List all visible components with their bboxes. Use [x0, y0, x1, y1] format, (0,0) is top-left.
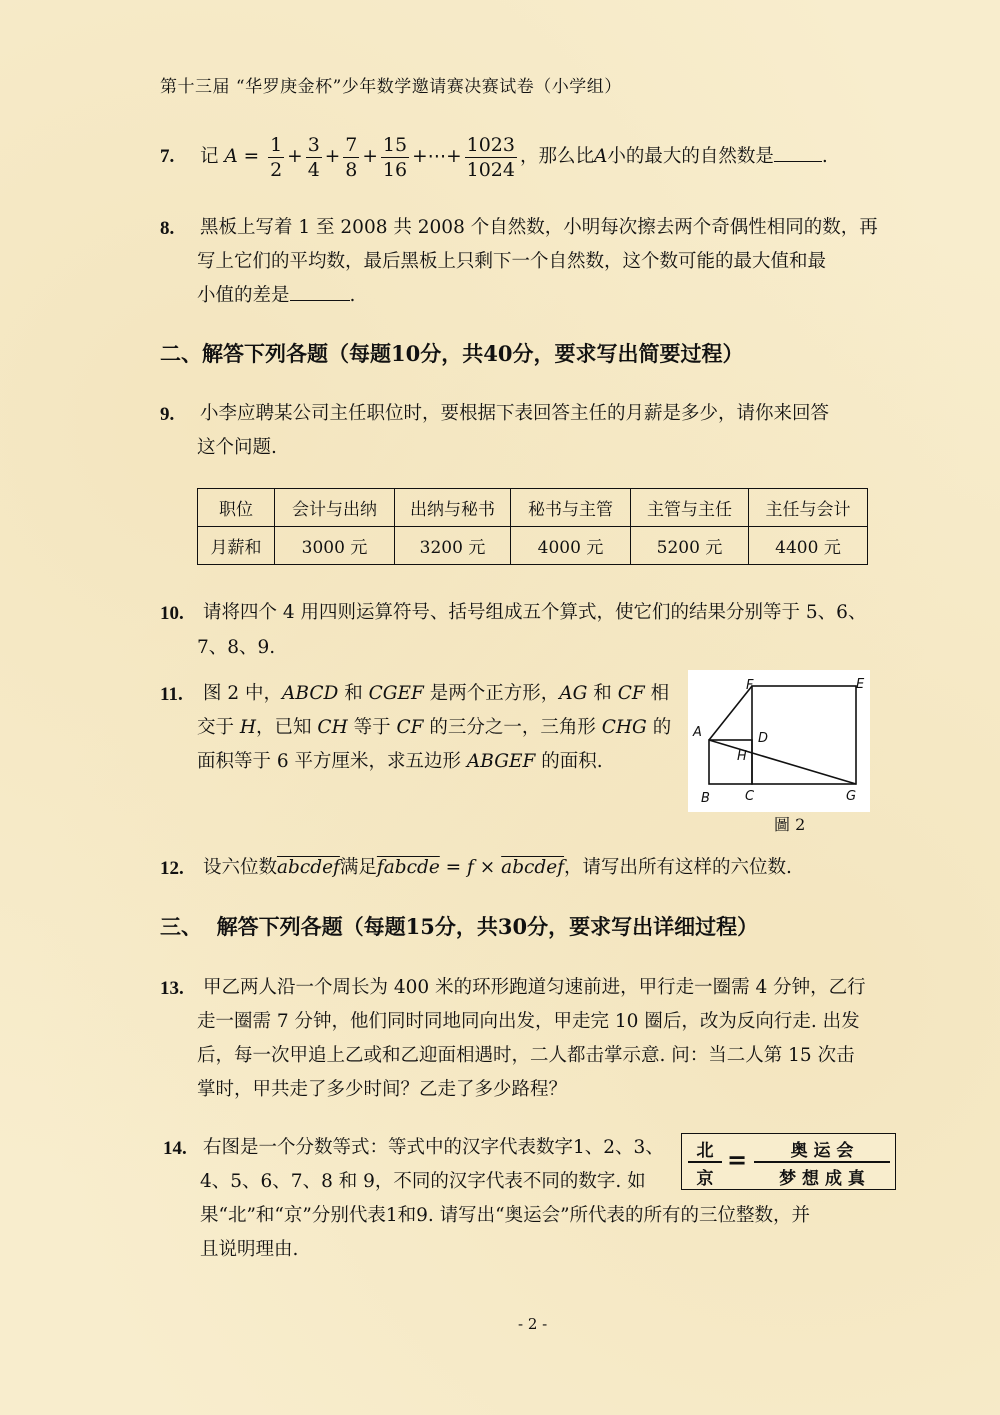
q12-abcdef: abcdef	[277, 857, 340, 878]
table-cell: 4400 元	[749, 527, 868, 565]
question-9-line-2: 这个问题.	[197, 437, 277, 458]
eq-right-numerator: 奥 运 会	[790, 1141, 854, 1161]
segment-ag	[709, 740, 856, 784]
segment-af	[709, 686, 752, 740]
q11-ch: CH	[317, 717, 348, 738]
q7-end: .	[821, 146, 828, 167]
table-cell: 3200 元	[395, 527, 511, 565]
table-header-cell: 秘书与主管	[511, 489, 631, 527]
salary-table	[197, 488, 868, 565]
q11-abgef: ABGEF	[466, 751, 536, 772]
question-8-number: 8.	[160, 218, 175, 239]
eq-left-numerator: 北	[696, 1141, 714, 1161]
q7-eq: =	[243, 146, 260, 167]
table-header-row	[198, 489, 868, 527]
q12-abcdef-2: abcdef	[501, 857, 565, 878]
eq-right-fraction-bar	[754, 1161, 890, 1163]
q7-fraction: $\frac{1}{2}$	[270, 133, 283, 181]
table-row	[198, 527, 868, 565]
label-g: G	[846, 789, 857, 804]
table-cell: 月薪和	[198, 527, 275, 565]
question-11-line-3: 面积等于 6 平方厘米，求五边形 ABGEF 的面积.	[197, 751, 603, 772]
q11-chg: CHG	[601, 717, 647, 738]
q7-var-a: A	[224, 146, 238, 167]
label-c: C	[745, 789, 755, 804]
table-header-cell: 会计与出纳	[275, 489, 395, 527]
q11-h: H	[239, 717, 257, 738]
eq-equals-sign: =	[726, 1145, 748, 1174]
q8-answer-blank	[290, 299, 350, 301]
q7-fraction: $\frac{15}{16}$	[382, 133, 408, 181]
label-f: F	[746, 678, 754, 693]
table-header-cell: 职位	[198, 489, 275, 527]
q7-answer-blank	[774, 160, 822, 162]
question-13-line-3: 后，每一次甲追上乙或和乙迎面相遇时，二人都击掌示意. 问：当二人第 15 次击	[197, 1045, 855, 1066]
question-14-number: 14.	[163, 1138, 187, 1159]
question-12-number: 12.	[160, 858, 184, 879]
table-header-cell: 出纳与秘书	[395, 489, 511, 527]
q7-pre: 记	[200, 146, 219, 167]
question-14-line-1: 右图是一个分数等式：等式中的汉字代表数字1、2、3、	[203, 1137, 664, 1158]
question-14-line-3: 果“北”和“京”分别代表1和9. 请写出“奥运会”所代表的所有的三位整数，并	[200, 1205, 811, 1226]
question-8-line-1: 黑板上写着 1 至 2008 共 2008 个自然数，小明每次擦去两个奇偶性相同的数，再	[200, 217, 878, 238]
q7-post: ，那么比	[519, 146, 594, 167]
figure-2	[688, 670, 870, 812]
table-cell: 3000 元	[275, 527, 395, 565]
page-header: 第十三届 “华罗庚金杯”少年数学邀请赛决赛试卷（小学组）	[160, 77, 622, 97]
label-e: E	[856, 677, 865, 692]
q12-fabcde: fabcde	[376, 857, 440, 878]
question-10-line-1: 请将四个 4 用四则运算符号、括号组成五个算式，使它们的结果分别等于 5、6、	[203, 602, 867, 623]
question-14-line-4: 且说明理由.	[200, 1239, 299, 1260]
q8-line3-text: 小值的差是	[197, 285, 290, 306]
q7-dots: +⋯+	[412, 146, 462, 167]
eq-left-denominator: 京	[696, 1169, 714, 1189]
question-11-line-1: 图 2 中，ABCD 和 CGEF 是两个正方形，AG 和 CF 相	[203, 683, 670, 704]
q12-f: f	[467, 857, 474, 878]
q7-post2: 小的最大的自然数是	[607, 146, 774, 167]
q11-ag: AG	[559, 683, 588, 704]
q7-plus: +	[324, 146, 341, 167]
q7-fraction: $\frac{1023}{1024}$	[466, 133, 515, 181]
label-a: A	[693, 725, 702, 740]
question-11-line-2: 交于 H，已知 CH 等于 CF 的三分之一，三角形 CHG 的	[197, 717, 672, 738]
question-11-number: 11.	[160, 684, 183, 705]
q11-cgef: CGEF	[368, 683, 424, 704]
figure-2-caption: 圖 2	[774, 815, 806, 834]
question-8-line-2: 写上它们的平均数，最后黑板上只剩下一个自然数，这个数可能的最大值和最	[197, 251, 827, 272]
label-h: H	[737, 749, 747, 764]
q11-cf-2: CF	[396, 717, 424, 738]
q11-abcd: ABCD	[282, 683, 339, 704]
q11-cf: CF	[617, 683, 645, 704]
table-cell: 5200 元	[631, 527, 749, 565]
fraction-equation-box	[681, 1133, 896, 1190]
question-14-line-2: 4、5、6、7、8 和 9，不同的汉字代表不同的数字. 如	[200, 1171, 646, 1192]
table-header-cell: 主任与会计	[749, 489, 868, 527]
question-7-number: 7.	[160, 146, 175, 167]
section-3-title: 三、 解答下列各题（每题15分，共30分，要求写出详细过程）	[160, 914, 759, 939]
question-10-line-2: 7、8、9.	[197, 637, 276, 658]
label-b: B	[701, 791, 710, 806]
label-d: D	[758, 731, 769, 746]
question-8-line-3	[197, 279, 355, 313]
page-number: - 2 -	[518, 1315, 548, 1333]
eq-right-denominator: 梦 想 成 真	[779, 1169, 865, 1189]
question-13-line-4: 掌时，甲共走了多少时间？乙走了多少路程？	[197, 1079, 568, 1100]
section-2-title: 二、解答下列各题（每题10分，共40分，要求写出简要过程）	[160, 341, 744, 366]
question-9-number: 9.	[160, 404, 175, 425]
question-13-number: 13.	[160, 978, 184, 999]
figure-2-diagram	[688, 670, 870, 812]
q7-var-a-2: A	[593, 146, 608, 167]
question-10-number: 10.	[160, 603, 184, 624]
question-9-line-1: 小李应聘某公司主任职位时，要根据下表回答主任的月薪是多少，请你来回答	[200, 403, 830, 424]
q7-plus: +	[362, 146, 378, 167]
q7-fraction: $\frac{3}{4}$	[307, 133, 320, 181]
eq-left-fraction-bar	[688, 1161, 722, 1163]
q7-fraction: $\frac{7}{8}$	[345, 133, 358, 181]
question-13-line-1: 甲乙两人沿一个周长为 400 米的环形跑道匀速前进，甲行走一圈需 4 分钟，乙行	[203, 977, 866, 998]
q7-plus: +	[287, 146, 303, 167]
q8-end: .	[349, 285, 356, 306]
question-7-text	[200, 127, 828, 187]
table-header-cell: 主管与主任	[631, 489, 749, 527]
question-12-text: 设六位数abcdef满足fabcde = f × abcdef，请写出所有这样的六位数.	[203, 857, 792, 878]
table-cell: 4000 元	[511, 527, 631, 565]
question-13-line-2: 走一圈需 7 分钟，他们同时同地同向出发，甲走完 10 圈后，改为反向行走. 出发	[197, 1011, 860, 1032]
